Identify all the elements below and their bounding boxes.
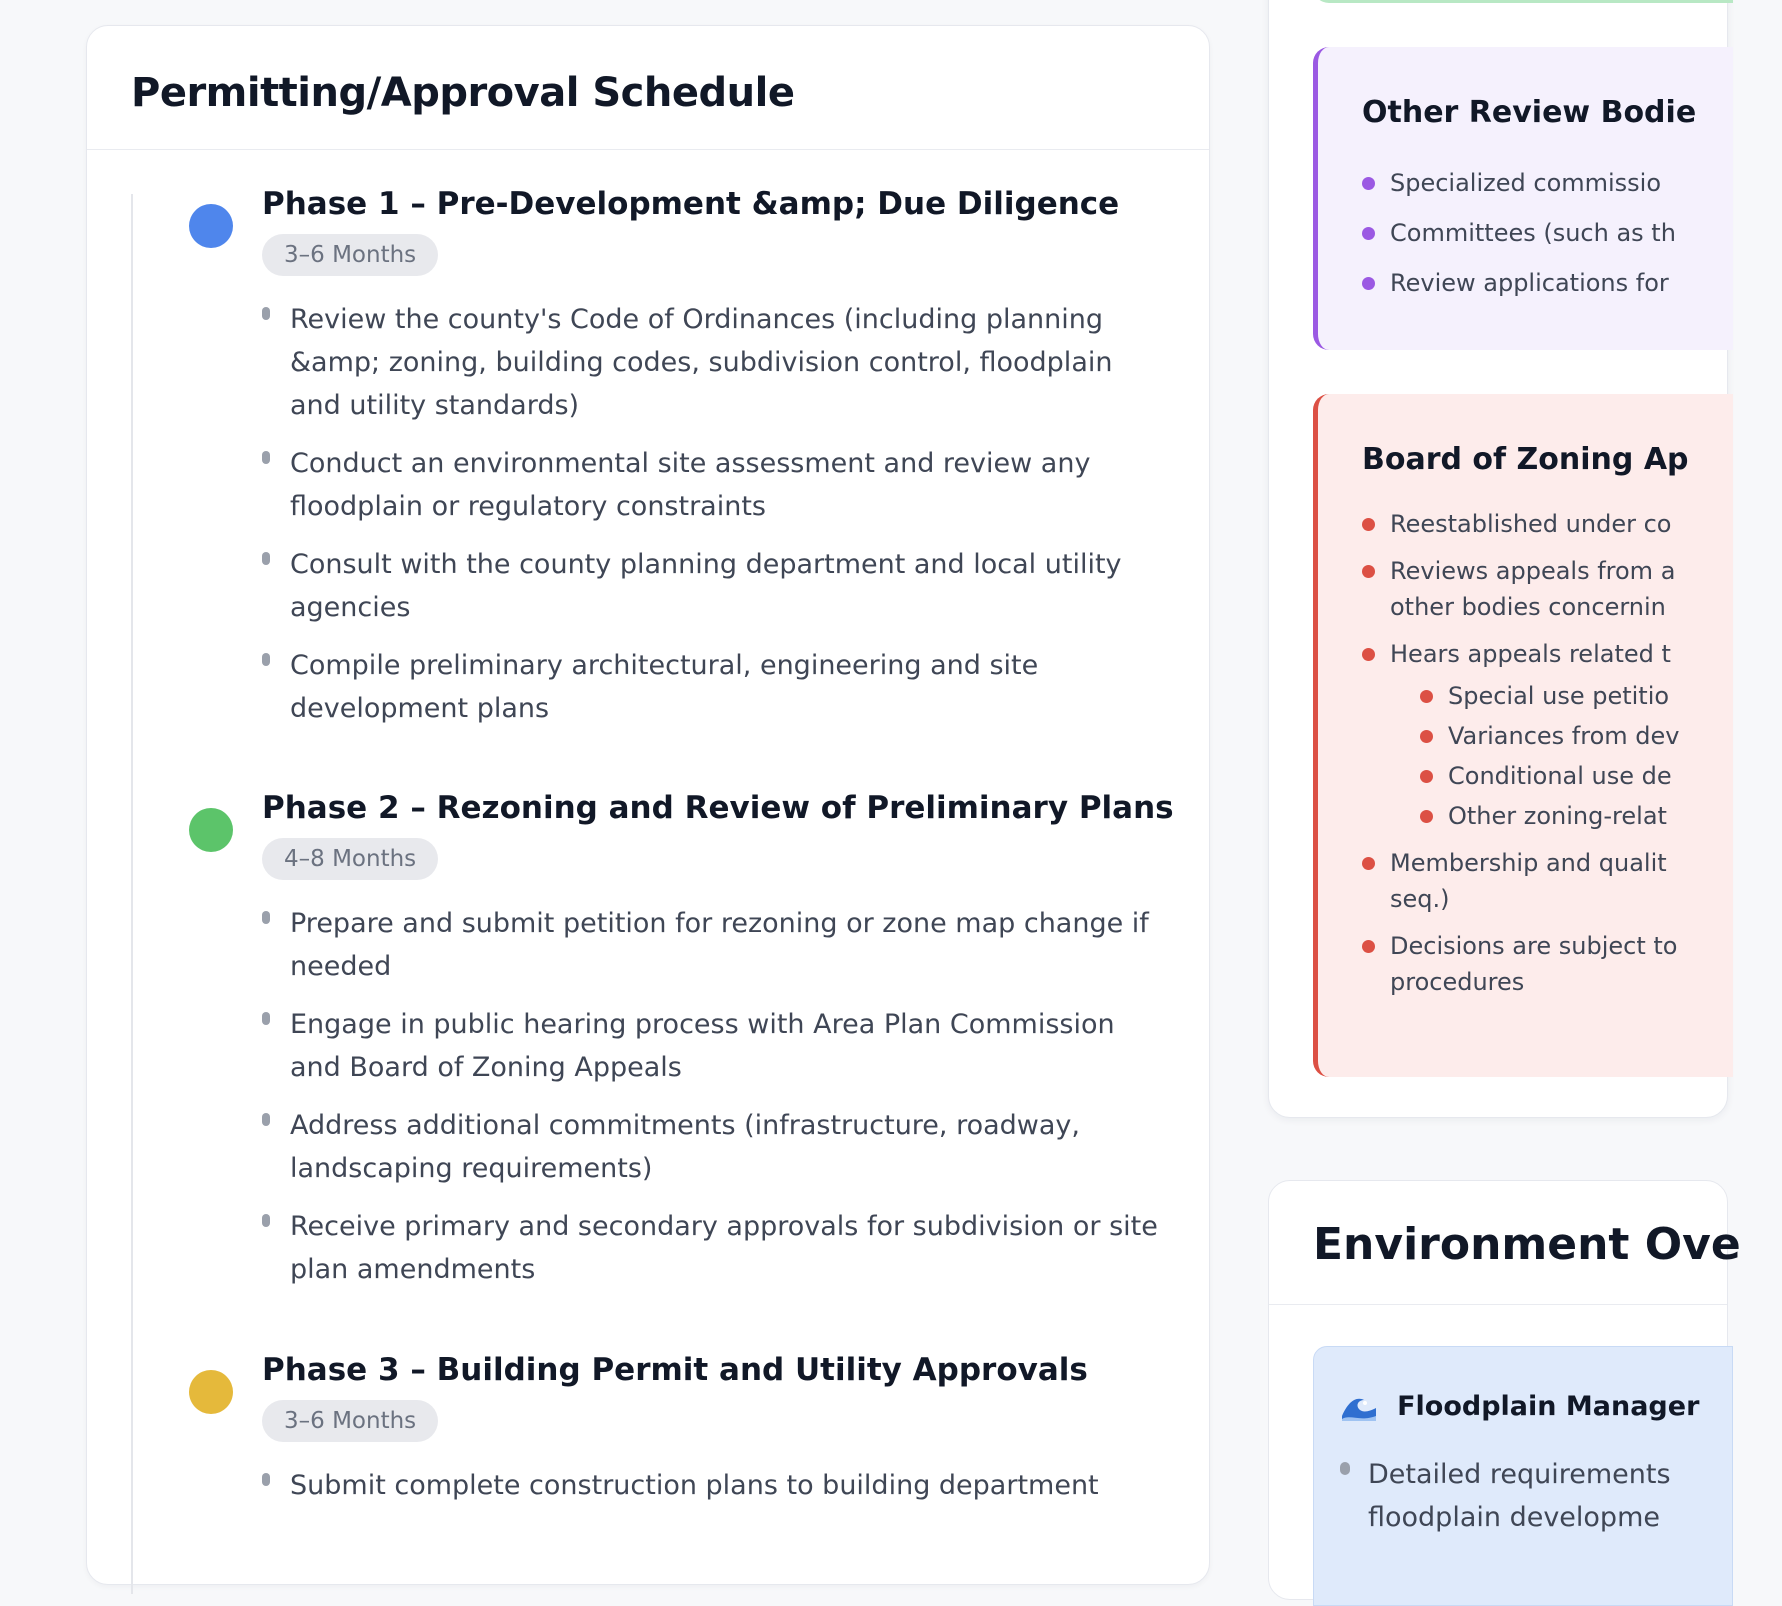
sub-list-item (1362, 798, 1782, 834)
environment-title: Environment Ove (1313, 1219, 1741, 1270)
floodplain-list (1340, 1453, 1740, 1539)
review-bodies-card (1268, 0, 1728, 1118)
floodplain-panel-header (1340, 1391, 1699, 1422)
list-item: Address additional commitments (infrastructure, roadway, landscaping requirements) (262, 1104, 1162, 1190)
list-item: Engage in public hearing process with Area Plan Commission and Board of Zoning Appeals (262, 1003, 1162, 1089)
phase-1-dot (189, 204, 233, 248)
wave-icon (1340, 1392, 1378, 1422)
board-of-zoning-appeals-title: Board of Zoning Ap (1362, 442, 1689, 477)
list-item: Receive primary and secondary approvals for subdivision or site plan amendments (262, 1205, 1162, 1291)
other-review-bodies-panel (1313, 47, 1733, 350)
phase-1-duration-badge: 3–6 Months (262, 234, 438, 276)
list-item-line: Detailed requirements (1368, 1459, 1671, 1490)
list-item-line: Conditional use de (1448, 762, 1672, 790)
list-item-line: other bodies concernin (1390, 593, 1666, 621)
list-item (1362, 506, 1782, 542)
phase-2-duration-badge: 4–8 Months (262, 838, 438, 880)
list-item: Compile preliminary architectural, engineering and site development plans (262, 644, 1162, 730)
phase-2-dot (189, 808, 233, 852)
list-item: Conduct an environmental site assessment and review any floodplain or regulatory constraints (262, 442, 1162, 528)
list-item-line: Hears appeals related t (1390, 640, 1671, 668)
list-item: Prepare and submit petition for rezoning or zone map change if needed (262, 902, 1162, 988)
sub-list-item (1362, 758, 1782, 794)
list-item-line: Other zoning-relat (1448, 802, 1667, 830)
list-item-line: seq.) (1390, 885, 1450, 913)
environment-card-header (1269, 1181, 1741, 1305)
list-item: Consult with the county planning department and local utility agencies (262, 543, 1162, 629)
other-review-bodies-list (1362, 165, 1782, 301)
phase-1-title: Phase 1 – Pre-Development &amp; Due Diligence (262, 186, 1120, 222)
sub-list-item (1362, 718, 1782, 754)
list-item (1362, 928, 1782, 1000)
list-item-line: Decisions are subject to (1390, 932, 1678, 960)
list-item-line: procedures (1390, 968, 1525, 996)
list-item: Committees (such as th (1362, 215, 1782, 251)
phase-3-dot (189, 1370, 233, 1414)
list-item-line: Membership and qualit (1390, 849, 1667, 877)
timeline-line (131, 194, 133, 1594)
sub-list-item (1362, 678, 1782, 714)
phase-3-title: Phase 3 – Building Permit and Utility Approvals (262, 1352, 1088, 1388)
board-of-zoning-appeals-list (1362, 506, 1782, 1000)
list-item-line: floodplain developme (1368, 1502, 1660, 1533)
phase-2-list (262, 902, 1162, 1306)
phase-2-title: Phase 2 – Rezoning and Review of Preliminary Plans (262, 790, 1174, 826)
list-item-line: Variances from dev (1448, 722, 1680, 750)
list-item-line: Reviews appeals from a (1390, 557, 1676, 585)
list-item (1362, 845, 1782, 917)
list-item: Review applications for (1362, 265, 1782, 301)
list-item: Review the county's Code of Ordinances (including planning &amp; zoning, building codes, subdivision control, floodplain and utility standards) (262, 298, 1162, 427)
floodplain-panel (1313, 1346, 1733, 1606)
environment-overview-card (1268, 1180, 1741, 1600)
list-item-line: Reestablished under co (1390, 510, 1672, 538)
schedule-card-header (87, 26, 1209, 150)
previous-panel-edge (1313, 0, 1733, 3)
list-item-line: Special use petitio (1448, 682, 1670, 710)
schedule-title: Permitting/Approval Schedule (131, 70, 795, 116)
list-item: Specialized commissio (1362, 165, 1782, 201)
board-of-zoning-appeals-panel (1313, 394, 1733, 1077)
schedule-card (86, 25, 1210, 1585)
phase-3-duration-badge: 3–6 Months (262, 1400, 438, 1442)
phase-3-list (262, 1464, 1162, 1522)
other-review-bodies-title: Other Review Bodie (1362, 95, 1697, 130)
phase-1-list (262, 298, 1162, 745)
list-item (1362, 636, 1782, 672)
floodplain-title: Floodplain Manager (1397, 1391, 1700, 1422)
list-item (1340, 1453, 1740, 1539)
list-item (1362, 553, 1782, 625)
list-item: Submit complete construction plans to building department (262, 1464, 1162, 1507)
